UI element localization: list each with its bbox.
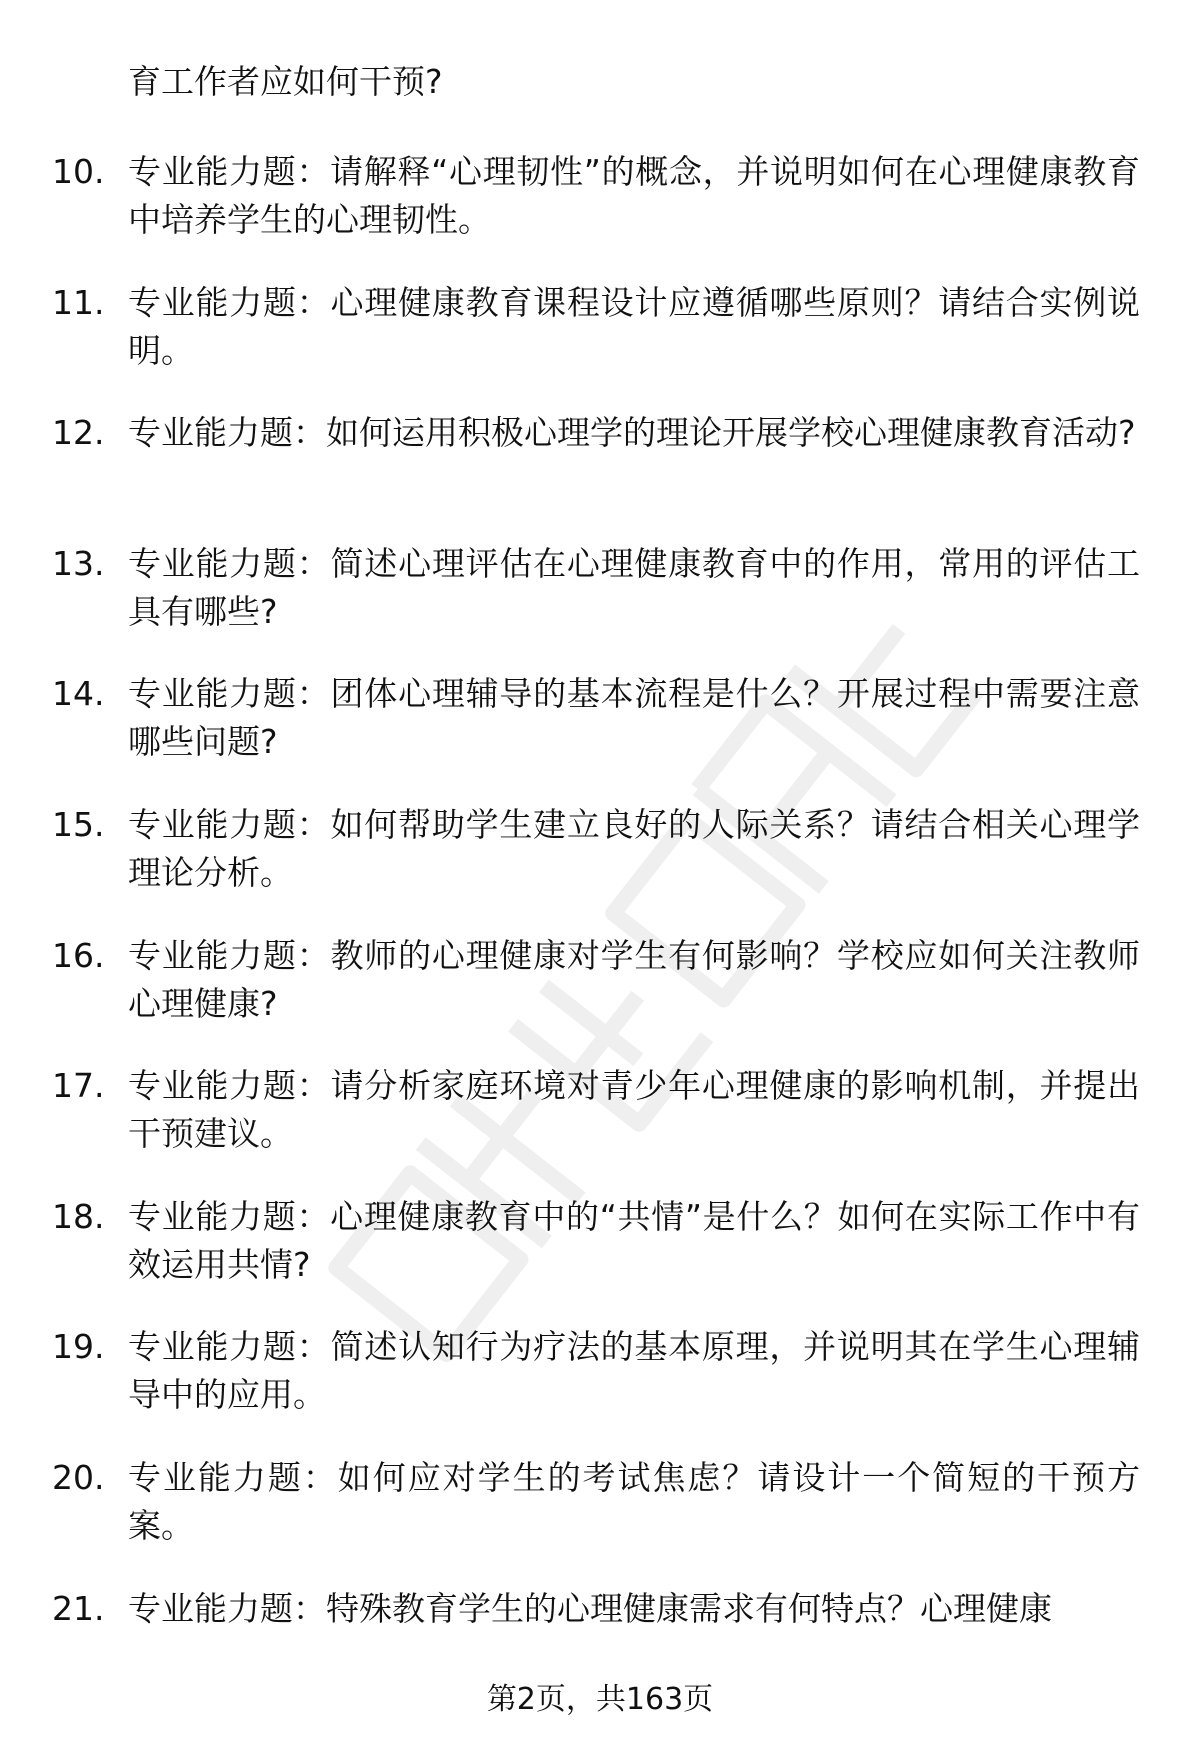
continuation-text: 育工作者应如何干预? [128,62,443,101]
question-number: 17. [52,1066,105,1106]
question-text: 专业能力题：特殊教育学生的心理健康需求有何特点？心理健康 [128,1588,1052,1628]
question-number: 14. [52,674,105,714]
list-item [0,409,1200,540]
question-text: 专业能力题：如何帮助学生建立良好的人际关系？请结合相关心理学理论分析。 [128,804,1140,892]
question-list [0,148,1200,1715]
question-text: 专业能力题：如何应对学生的考试焦虑？请设计一个简短的干预方案。 [128,1457,1140,1545]
question-number: 19. [52,1327,105,1367]
list-item [0,670,1200,801]
question-text: 专业能力题：教师的心理健康对学生有何影响？学校应如何关注教师心理健康? [128,935,1140,1023]
question-text: 专业能力题：心理健康教育课程设计应遵循哪些原则？请结合实例说明。 [128,282,1140,370]
question-number: 16. [52,935,105,975]
question-text: 专业能力题：如何运用积极心理学的理论开展学校心理健康教育活动? [128,413,1136,453]
question-number: 13. [52,543,105,583]
list-item [0,279,1200,410]
question-number: 12. [52,413,105,453]
question-text: 专业能力题：请分析家庭环境对青少年心理健康的影响机制，并提出干预建议。 [128,1066,1140,1154]
list-item [0,148,1200,279]
list-item [0,1193,1200,1324]
question-text: 专业能力题：请解释“心理韧性”的概念，并说明如何在心理健康教育中培养学生的心理韧性。 [128,152,1140,239]
list-item [0,801,1200,932]
page-footer: 第2页，共163页 [486,1682,714,1717]
question-number: 18. [52,1196,105,1236]
list-item [0,932,1200,1063]
list-item [0,1062,1200,1193]
question-number: 10. [52,152,105,191]
question-text: 专业能力题：简述心理评估在心理健康教育中的作用，常用的评估工具有哪些? [128,543,1140,631]
question-text: 专业能力题：心理健康教育中的“共情”是什么？如何在实际工作中有效运用共情? [128,1196,1140,1284]
question-number: 15. [52,804,105,844]
list-item [0,540,1200,671]
question-text: 专业能力题：简述认知行为疗法的基本原理，并说明其在学生心理辅导中的应用。 [128,1327,1140,1415]
question-number: 20. [52,1457,105,1497]
question-number: 11. [52,282,105,322]
question-number: 21. [52,1588,105,1628]
question-text: 专业能力题：团体心理辅导的基本流程是什么？开展过程中需要注意哪些问题? [128,674,1140,762]
list-item [0,1323,1200,1454]
list-item [0,1454,1200,1585]
